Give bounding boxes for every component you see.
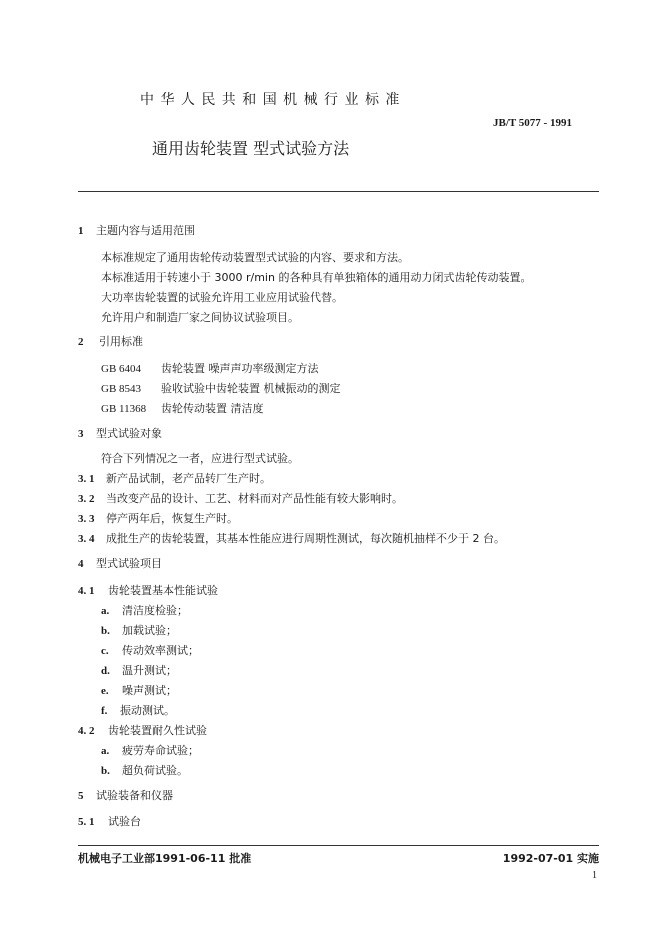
subsection-title: 试验台 [108, 815, 141, 828]
list-item [101, 664, 177, 678]
list-item [101, 644, 199, 658]
section-3-heading [78, 427, 162, 441]
clause-number: 3. 3 [78, 513, 95, 525]
clause-number: 4. 2 [78, 725, 95, 737]
paragraph: 符合下列情况之一者，应进行型式试验。 [101, 452, 299, 465]
reference-title: 齿轮传动装置 清洁度 [161, 402, 264, 415]
reference-code: GB 11368 [101, 403, 147, 415]
section-4-heading [78, 557, 162, 571]
footer-divider [78, 845, 599, 846]
section-number: 1 [78, 225, 84, 237]
section-2-heading [78, 335, 143, 349]
clause-number: 3. 1 [78, 473, 95, 485]
subsection-title: 齿轮装置耐久性试验 [108, 724, 207, 737]
section-number: 4 [78, 558, 84, 570]
clause-text: 成批生产的齿轮装置，其基本性能应进行周期性测试，每次随机抽样不少于 2 台。 [106, 532, 505, 545]
list-text: 清洁度检验； [122, 604, 188, 617]
paragraph: 本标准适用于转速小于 3000 r/min 的各种具有单独箱体的通用动力闭式齿轮传动装置。 [101, 271, 532, 284]
clause-number: 5. 1 [78, 816, 95, 828]
section-title: 主题内容与适用范围 [96, 224, 195, 237]
reference-code: GB 8543 [101, 383, 142, 395]
section-title: 引用标准 [99, 335, 143, 348]
list-letter: a. [101, 745, 110, 757]
page-number: 1 [592, 870, 597, 881]
list-letter: d. [101, 665, 110, 677]
header-divider [78, 191, 599, 192]
reference-row [101, 402, 264, 416]
subsection-4-1-heading [78, 584, 218, 598]
list-letter: c. [101, 645, 109, 657]
list-item [101, 744, 199, 758]
list-item [101, 624, 177, 638]
approval-line: 机械电子工业部1991-06-11 批准 [78, 852, 252, 865]
list-item [101, 704, 175, 718]
subsection-4-2-heading [78, 724, 207, 738]
clause-number: 3. 2 [78, 493, 95, 505]
implementation-date: 1992-07-01 实施 [502, 852, 599, 865]
section-title: 试验装备和仪器 [96, 789, 173, 802]
paragraph: 本标准规定了通用齿轮传动装置型式试验的内容、要求和方法。 [101, 251, 409, 264]
section-title: 型式试验项目 [96, 557, 162, 570]
paragraph: 大功率齿轮装置的试验允许用工业应用试验代替。 [101, 291, 343, 304]
standard-number: JB/T 5077 - 1991 [493, 117, 572, 129]
list-letter: b. [101, 765, 110, 777]
subsection-title: 齿轮装置基本性能试验 [108, 584, 218, 597]
clause-text: 新产品试制，老产品转厂生产时。 [106, 472, 271, 485]
clause-row [78, 532, 505, 546]
reference-row [101, 362, 319, 376]
list-item [101, 764, 188, 778]
list-letter: e. [101, 685, 109, 697]
list-text: 超负荷试验。 [122, 764, 188, 777]
reference-title: 验收试验中齿轮装置 机械振动的测定 [161, 382, 341, 395]
list-text: 温升测试； [122, 664, 177, 677]
section-number: 2 [78, 336, 84, 348]
list-text: 加载试验； [122, 624, 177, 637]
list-item [101, 684, 177, 698]
reference-row [101, 382, 341, 396]
org-title: 中 华 人 民 共 和 国 机 械 行 业 标 准 [140, 92, 401, 108]
section-1-heading [78, 224, 195, 238]
clause-number: 4. 1 [78, 585, 95, 597]
clause-row [78, 492, 403, 506]
section-5-heading [78, 789, 173, 803]
list-text: 噪声测试； [122, 684, 177, 697]
clause-row [78, 512, 238, 526]
section-number: 3 [78, 428, 84, 440]
list-text: 疲劳寿命试验； [122, 744, 199, 757]
list-text: 传动效率测试； [122, 644, 199, 657]
clause-number: 3. 4 [78, 533, 95, 545]
section-number: 5 [78, 790, 84, 802]
clause-text: 停产两年后，恢复生产时。 [106, 512, 238, 525]
document-title: 通用齿轮装置 型式试验方法 [152, 139, 350, 158]
list-letter: a. [101, 605, 110, 617]
list-text: 振动测试。 [120, 704, 175, 717]
list-letter: f. [101, 705, 108, 717]
list-letter: b. [101, 625, 110, 637]
paragraph: 允许用户和制造厂家之间协议试验项目。 [101, 311, 299, 324]
reference-code: GB 6404 [101, 363, 142, 375]
list-item [101, 604, 188, 618]
clause-row [78, 472, 271, 486]
section-title: 型式试验对象 [96, 427, 162, 440]
reference-title: 齿轮装置 噪声声功率级测定方法 [161, 362, 319, 375]
subsection-5-1-heading [78, 815, 141, 829]
clause-text: 当改变产品的设计、工艺、材料而对产品性能有较大影响时。 [106, 492, 403, 505]
